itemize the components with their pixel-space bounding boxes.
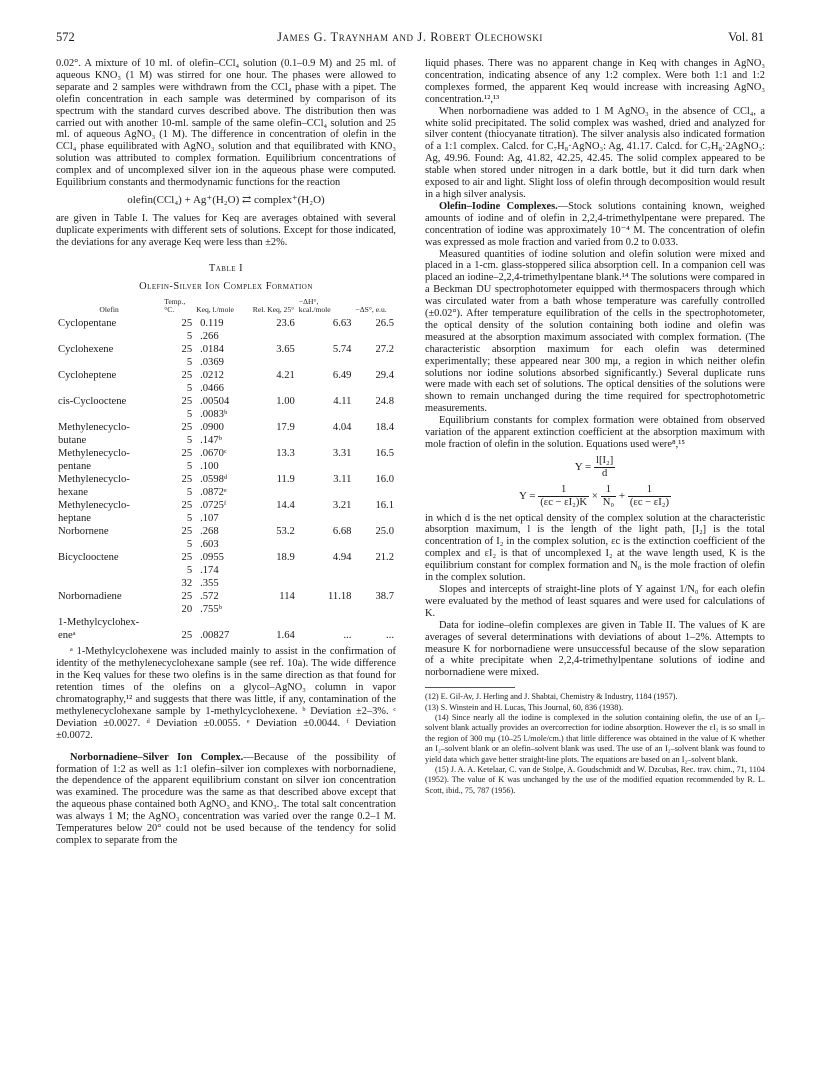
table-cell-dh: [297, 538, 354, 551]
table-cell-temp: 5: [186, 383, 193, 395]
table-cell-rel: [251, 408, 297, 421]
table-row: [56, 460, 396, 473]
table-cell-rel: 53.2: [276, 526, 295, 538]
eq2-numerator-1: 1: [538, 484, 589, 497]
table-cell-temp: 25: [181, 448, 193, 460]
references-list: [425, 692, 765, 796]
left-column: [56, 58, 396, 847]
eq2-denominator-3: (εc − εI₂): [629, 496, 669, 508]
page-number: 572: [56, 30, 75, 44]
table-title: Table I: [208, 262, 244, 274]
table-cell-keq: .355: [200, 578, 219, 590]
paragraph-least-squares: Slopes and intercepts of straight-line plots of Y against 1/N₀ for each olefin were evaluated by the method of least squares and were used for calculations of K.: [425, 583, 765, 619]
table-cell-dh: 6.49: [332, 370, 352, 382]
table-cell-temp: 5: [186, 357, 193, 369]
table-row: [56, 330, 396, 343]
table-cell-dh: [297, 356, 354, 369]
table-cell-keq: .0900: [200, 422, 224, 434]
paragraph-silver-analysis: When norbornadiene was added to 1 M AgNO₃ in the absence of CCl₄, a white solid precipitated. The solid complex was washed, dried and analyzed for silver content (thiocyanate titration). The silver analysis also indicated formation of a 1:1 complex. Calcd. for C₇H₈·AgNO₃: Ag, 41.17. Calcd. for C₇H₈·2AgNO₃: Ag, 49.96. Found: Ag, 41.82, 42.25, 42.45. The solid complex appeared to be stable when stored under nitrogen in a dark bottle, but it did turn dark when exposed to air and light. Slight loss of olefin through decomposition would result in a high silver analysis.: [425, 105, 765, 200]
table-cell-ds: [353, 408, 396, 421]
table-cell-olefin: heptane: [58, 513, 91, 525]
table-cell-temp: 32: [181, 578, 193, 590]
table-cell-keq: .0083ᵇ: [200, 409, 228, 421]
table-cell-ds: [353, 486, 396, 499]
intro-paragraph: 0.02°. A mixture of 10 ml. of olefin–CCl₄ solution (0.1–0.9 M) and 25 ml. of aqueous KNO₃ (1 M) was stirred for one hour. The phases were allowed to separate and 2 samples were withdrawn from the CCl₄ phase with a pipet. The olefin concentration in each sample was determined by comparison of its spectrum with the standard curves described above. The distribution then was carried out with another 10-ml. sample of the same olefin–CCl₄ solution and 25 ml. of aqueous AgNO₃ (1 M). The difference in concentration of olefin in the CCl₄ phase equilibrated with AgNO₃ solution and that equilibrated with KNO₃ solution was attributed to complex formation. Equilibrium concentrations of complex and of uncomplexed silver ion in the aqueous phase were computed. Equilibrium constants and thermodynamic functions for the reaction: [56, 58, 396, 189]
table-cell-dh: [297, 382, 354, 395]
table-cell-dh: [297, 330, 354, 343]
table-cell-olefin: hexane: [58, 487, 88, 499]
table-cell-ds: [353, 356, 396, 369]
table-cell-keq: .0955: [200, 552, 224, 564]
table-cell-dh: 4.11: [333, 396, 352, 408]
table-cell-rel: 1.00: [276, 396, 295, 408]
volume-label: Vol. 81: [728, 30, 764, 44]
table-cell-ds: 27.2: [375, 344, 394, 356]
table-cell-olefin: [56, 538, 162, 551]
table-cell-rel: [251, 486, 297, 499]
table-cell-ds: [353, 512, 396, 525]
eq2-denominator-1: (εc − εI₂)K: [540, 496, 588, 508]
eq2-fraction-2: [601, 484, 616, 509]
running-authors: James G. Traynham and J. Robert Olechowski: [277, 30, 543, 44]
table-cell-temp: 5: [186, 435, 193, 447]
table-cell-rel: [251, 564, 297, 577]
table-cell-temp: 5: [186, 461, 193, 473]
table-row: [56, 382, 396, 395]
paragraph-symbols: in which d is the net optical density of the complex solution at the characteristic absorption maximum, l is the length of the light path, [I₂] is the total concentration of I₂ in the complex solution, εc is the extinction coefficient of the complex and εI₂ is that of uncomplexed I₂ at the wave length used, K is the equilibrium constant for complex formation and N₀ is the mole fraction of olefin in the complex solution.: [425, 512, 765, 584]
table-cell-dh: [297, 486, 354, 499]
table-cell-ds: [353, 603, 396, 616]
paragraph-table-ii: Data for iodine–olefin complexes are given in Table II. The values of K are averages of several determinations with deviations of about 1–2%. Attempts to measure K for norbornadiene were unsuccessful because of the slow separation of a white precipitate when 2,2,4-trimethylpentane solutions of iodine and norbornadiene were mixed.: [425, 619, 765, 679]
table-cell-dh: [297, 564, 354, 577]
right-column: [425, 58, 765, 796]
table-cell-dh: [297, 616, 354, 629]
table-cell-dh: 4.04: [332, 422, 352, 434]
table-cell-temp: 5: [186, 513, 193, 525]
eq2-denominator-2: N₀: [602, 496, 615, 508]
col-delta-s: −ΔS°, e.u.: [355, 305, 387, 315]
table-cell-olefin: pentane: [58, 461, 91, 473]
table-cell-ds: [353, 434, 396, 447]
table-cell-rel: [251, 512, 297, 525]
iodine-heading: Olefin–Iodine Complexes.: [439, 200, 558, 212]
table-row: [56, 577, 396, 590]
table-cell-dh: [297, 434, 354, 447]
table-cell-ds: 25.0: [375, 526, 394, 538]
col-rel-keq: Rel. Keq, 25°: [252, 305, 295, 315]
col-keq: Keq, l./mole: [196, 305, 234, 315]
table-row: [56, 590, 396, 603]
table-cell-ds: [353, 460, 396, 473]
table-cell-temp: 5: [186, 409, 193, 421]
table-cell-olefin: [56, 564, 162, 577]
table-cell-rel: [251, 382, 297, 395]
table-cell-dh: 5.74: [332, 344, 352, 356]
table-cell-dh: 11.18: [328, 591, 352, 603]
table-cell-rel: [251, 577, 297, 590]
table-cell-dh: 3.21: [332, 500, 352, 512]
table-cell-rel: [251, 616, 297, 629]
table-cell-keq: .268: [200, 526, 219, 538]
paragraph-equilibrium: Equilibrium constants for complex formation were obtained from observed variation of the apparent extinction coefficient at the absorption maximum with mole fraction of olefin in the solution. Equations used were⁸,¹⁵: [425, 415, 765, 450]
table-row: [56, 538, 396, 551]
table-cell-temp: 5: [186, 487, 193, 499]
table-cell-ds: [353, 616, 396, 629]
table-cell-rel: 1.64: [276, 630, 295, 642]
eq2-times: ×: [591, 489, 599, 502]
table-cell-temp: 25: [181, 526, 193, 538]
reference-item: (15) J. A. A. Ketelaar, C. van de Stolpe, A. Goudschmidt and W. Dzcubas, Rec. trav. chim., 71, 1104 (1952). The value of K was unchanged by the use of the modified equation recommended by R. L. Scott, ibid., 75, 787 (1956).: [425, 765, 765, 795]
table-cell-keq: .755ᵇ: [200, 604, 222, 616]
table-cell-ds: ...: [386, 630, 394, 642]
eq1-numerator: l[I₂]: [596, 454, 614, 466]
table-footnotes: ᵃ 1-Methylcyclohexene was included mainly to assist in the confirmation of identity of the methylenecyclohexane sample (see ref. 10a). The wide difference in the Keq values for these two olefins is in the same direction as that found for retention times of the olefins on a glycol–AgNO₃ column in vapor chromatography,¹² and suggests that there was little, if any, contamination of the methylenecyclohexane sample by 1-methylcyclohexene. ᵇ Deviation ±2–3%. ᶜ Deviation ±0.0027. ᵈ Deviation ±0.0055. ᵉ Deviation ±0.0044. ᶠ Deviation ±0.0072.: [56, 646, 396, 741]
table-cell-keq: 0.119: [200, 318, 224, 330]
reference-item: (14) Since nearly all the iodine is complexed in the solution containing olefin, the use of an I₂–solvent blank actually provides an overcorrection for iodine absorption. However the εI₂ is so small in the region of 300 mμ (10–25 l./mole/cm.) that little difference was obtained in the value of K whether an I₂–solvent blank or an olefin–solvent blank was used. The use of an I₂–solvent blank was found to yield data which gave better straight-line plots. The equations are based on an I₂–solvent blank.: [425, 713, 765, 764]
table-cell-rel: [251, 538, 297, 551]
table-cell-olefin: Methylenecyclo-: [58, 474, 130, 486]
table-cell-temp: 25: [181, 344, 193, 356]
eq2-fraction-3: [628, 484, 671, 509]
reaction-results-paragraph: are given in Table I. The values for Keq are averages obtained with several duplicate experiments with different sets of solutions. Except for those indicated, the deviations for any average Keq were less than ±2%.: [56, 212, 396, 248]
table-row: [56, 369, 396, 382]
table-row: [56, 473, 396, 486]
table-header-row: [56, 298, 396, 317]
table-row: [56, 421, 396, 434]
table-row: [56, 408, 396, 421]
table-cell-olefin: [56, 603, 162, 616]
table-row: [56, 356, 396, 369]
table-cell-ds: 21.2: [375, 552, 394, 564]
norbornadiene-paragraph: [56, 752, 396, 847]
table-cell-ds: 16.5: [375, 448, 394, 460]
table-cell-ds: 24.8: [375, 396, 394, 408]
equation-y-linear: [425, 484, 765, 509]
table-cell-ds: [353, 382, 396, 395]
table-row: [56, 486, 396, 499]
table-cell-dh: [297, 512, 354, 525]
table-row: [56, 447, 396, 460]
table-cell-olefin: butane: [58, 435, 87, 447]
table-cell-rel: 114: [279, 591, 295, 603]
table-cell-ds: [353, 564, 396, 577]
table-cell-rel: 11.9: [276, 474, 295, 486]
table-cell-rel: [251, 434, 297, 447]
norbornadiene-heading: Norbornadiene–Silver Ion Complex.: [70, 751, 244, 763]
table-cell-rel: [251, 460, 297, 473]
table-cell-keq: .266: [200, 331, 219, 343]
iodine-text: —Stock solutions containing known, weighed amounts of iodine and of olefin in 2,2,4-trimethylpentane were prepared. The concentration of iodine was approximately 10⁻⁴ M. The concentration of olefin was expressed as mole fraction and varied from 0.2 to 0.033.: [425, 200, 765, 248]
table-cell-olefin: Norbornene: [58, 526, 109, 538]
table-cell-dh: [297, 603, 354, 616]
table-cell-rel: [251, 603, 297, 616]
table-cell-keq: .0466: [200, 383, 224, 395]
footnote-divider: [425, 687, 515, 688]
table-cell-olefin: 1-Methylcyclohex-: [58, 617, 140, 629]
table-cell-olefin: [56, 382, 162, 395]
table-body: [56, 317, 396, 642]
table-cell-olefin: eneᵃ: [58, 630, 76, 642]
table-cell-keq: .100: [200, 461, 219, 473]
table-cell-rel: 14.4: [276, 500, 295, 512]
table-cell-rel: 18.9: [276, 552, 295, 564]
table-row: [56, 564, 396, 577]
page-header: [56, 30, 764, 48]
table-row: [56, 343, 396, 356]
eq2-plus: +: [618, 489, 626, 502]
table-cell-rel: [251, 330, 297, 343]
table-row: [56, 551, 396, 564]
table-cell-olefin: Cycloheptene: [58, 370, 117, 382]
table-cell-dh: ...: [343, 630, 352, 642]
table-cell-rel: [251, 356, 297, 369]
table-row: [56, 603, 396, 616]
table-cell-olefin: [56, 356, 162, 369]
table-cell-dh: [297, 408, 354, 421]
col-temp: Temp., °C.: [164, 297, 186, 315]
table-cell-temp: 5: [186, 539, 193, 551]
paragraph-measurement: Measured quantities of iodine solution and olefin solution were mixed and placed in a 1-cm. glass-stoppered silica absorption cell. In a companion cell was placed an iodine–2,2,4-trimethylpentane blank.¹⁴ The solutions were compared in a Beckman DU spectrophotometer equipped with thermospacers through which was circulated water from a bath whose temperature was carefully controlled (±0.02°). After temperature equilibration of the cells in the spectrophotometer, the optical density of the solution containing both iodine and olefin was measured at the absorption maximum associated with complex formation. (The characteristic absorption maximum for each olefin was determined experimentally; these appeared near 300 mμ, a region in which neither olefin solutions nor iodine solutions absorbed significantly.) Several duplicate runs were made with each set of solutions. The optical densities of the solutions were shown to remain unchanged during the time required for spectrophotometric measurements.: [425, 248, 765, 415]
table-cell-ds: [353, 330, 396, 343]
table-cell-dh: 3.31: [332, 448, 352, 460]
eq2-numerator-3: 1: [628, 484, 671, 497]
complex-formation-table: [56, 298, 396, 642]
table-cell-ds: 26.5: [375, 318, 394, 330]
table-cell-temp: 25: [181, 370, 193, 382]
eq2-lhs: Y =: [518, 489, 536, 502]
table-row: [56, 499, 396, 512]
table-cell-rel: 4.21: [276, 370, 295, 382]
table-cell-olefin: Cyclohexene: [58, 344, 114, 356]
eq2-fraction-1: [538, 484, 589, 509]
table-cell-temp: 5: [186, 565, 193, 577]
table-cell-temp: 25: [181, 422, 193, 434]
eq1-denominator: d: [601, 467, 608, 479]
table-cell-dh: 4.94: [332, 552, 352, 564]
table-cell-dh: [297, 460, 354, 473]
table-row: [56, 629, 396, 642]
reference-item: (12) E. Gil-Av, J. Herling and J. Shabtai, Chemistry & Industry, 1184 (1957).: [425, 692, 678, 702]
table-row: [56, 317, 396, 330]
paragraph-apparent-keq: liquid phases. There was no apparent change in Keq with changes in AgNO₃ concentration, indicating absence of any 1:2 complex. Were both 1:1 and 1:2 complexes formed, the apparent Keq would increase with increasing AgNO₃ concentration.¹²,¹³: [425, 58, 765, 105]
table-cell-keq: .0212: [200, 370, 224, 382]
table-row: [56, 395, 396, 408]
table-cell-keq: .0598ᵈ: [200, 474, 228, 486]
table-cell-keq: .0184: [200, 344, 224, 356]
table-cell-keq: .0725ᶠ: [200, 500, 227, 512]
table-cell-temp: 25: [181, 591, 193, 603]
table-cell-dh: [297, 577, 354, 590]
table-cell-ds: [353, 538, 396, 551]
table-cell-olefin: Bicyclooctene: [58, 552, 119, 564]
table-cell-temp: 25: [181, 500, 193, 512]
table-cell-olefin: [56, 408, 162, 421]
table-cell-keq: [194, 616, 251, 629]
col-olefin: Olefin: [99, 305, 119, 315]
table-cell-rel: 17.9: [276, 422, 295, 434]
table-cell-ds: [353, 577, 396, 590]
table-row: [56, 512, 396, 525]
table-cell-temp: 25: [181, 630, 193, 642]
table-cell-ds: 38.7: [375, 591, 394, 603]
table-cell-olefin: [56, 577, 162, 590]
table-row: [56, 525, 396, 538]
table-cell-olefin: Norbornadiene: [58, 591, 122, 603]
reaction-equation: olefin(CCl₄) + Ag⁺(H₂O) ⇄ complex⁺(H₂O): [127, 193, 325, 206]
table-cell-temp: 25: [181, 552, 193, 564]
table-cell-keq: .0872ᵉ: [200, 487, 227, 499]
table-cell-ds: 16.0: [375, 474, 394, 486]
eq1-fraction: [594, 455, 615, 480]
table-cell-olefin: cis-Cyclooctene: [58, 396, 127, 408]
table-cell-temp: 25: [181, 474, 193, 486]
table-cell-temp: 25: [181, 318, 193, 330]
col-delta-h: −ΔH°, kcal./mole: [298, 297, 331, 315]
table-cell-dh: 6.63: [332, 318, 352, 330]
equation-y-definition: [425, 455, 765, 480]
table-cell-keq: .174: [200, 565, 219, 577]
table-cell-keq: .00827: [200, 630, 230, 642]
table-cell-ds: 29.4: [375, 370, 394, 382]
table-row: [56, 434, 396, 447]
table-cell-olefin: [56, 330, 162, 343]
table-cell-keq: .00504: [200, 396, 230, 408]
table-caption: Olefin-Silver Ion Complex Formation: [139, 280, 313, 292]
table-cell-keq: .603: [200, 539, 219, 551]
table-cell-olefin: Methylenecyclo-: [58, 422, 130, 434]
table-row: [56, 616, 396, 629]
table-cell-ds: 16.1: [375, 500, 394, 512]
table-cell-rel: 13.3: [276, 448, 295, 460]
eq1-lhs: Y =: [574, 460, 592, 473]
table-cell-keq: .0369: [200, 357, 224, 369]
norbornadiene-text: —Because of the possibility of formation of 1:2 as well as 1:1 olefin–silver ion complexes with norbornadiene, the dependence of the apparent equilibrium constant on silver ion concentration was examined. The procedure was the same as that described above except that the aqueous phase contained both AgNO₃ and KNO₃. The total salt concentration was always 1 M; the AgNO₃ concentration was varied over the range 0.2–1 M. Temperatures below 20° could not be used because of the tendency for solid complex to separate from the: [56, 751, 396, 846]
table-cell-rel: 3.65: [276, 344, 295, 356]
reference-item: (13) S. Winstein and H. Lucas, This Journal, 60, 836 (1938).: [425, 702, 624, 712]
table-cell-rel: 23.6: [276, 318, 295, 330]
table-cell-olefin: Cyclopentane: [58, 318, 117, 330]
table-cell-temp: 20: [181, 604, 193, 616]
table-cell-dh: 6.68: [332, 526, 352, 538]
table-cell-keq: .147ᵇ: [200, 435, 222, 447]
table-cell-keq: .572: [200, 591, 219, 603]
table-cell-olefin: Methylenecyclo-: [58, 448, 130, 460]
table-cell-dh: 3.11: [333, 474, 352, 486]
iodine-paragraph: [425, 201, 765, 249]
table-cell-ds: 18.4: [375, 422, 394, 434]
table-cell-keq: .107: [200, 513, 219, 525]
eq2-numerator-2: 1: [601, 484, 616, 497]
table-cell-temp: 25: [181, 396, 193, 408]
table-cell-keq: .0670ᶜ: [200, 448, 227, 460]
table-cell-olefin: Methylenecyclo-: [58, 500, 130, 512]
table-cell-temp: 5: [186, 331, 193, 343]
table-cell-temp: [162, 616, 194, 629]
